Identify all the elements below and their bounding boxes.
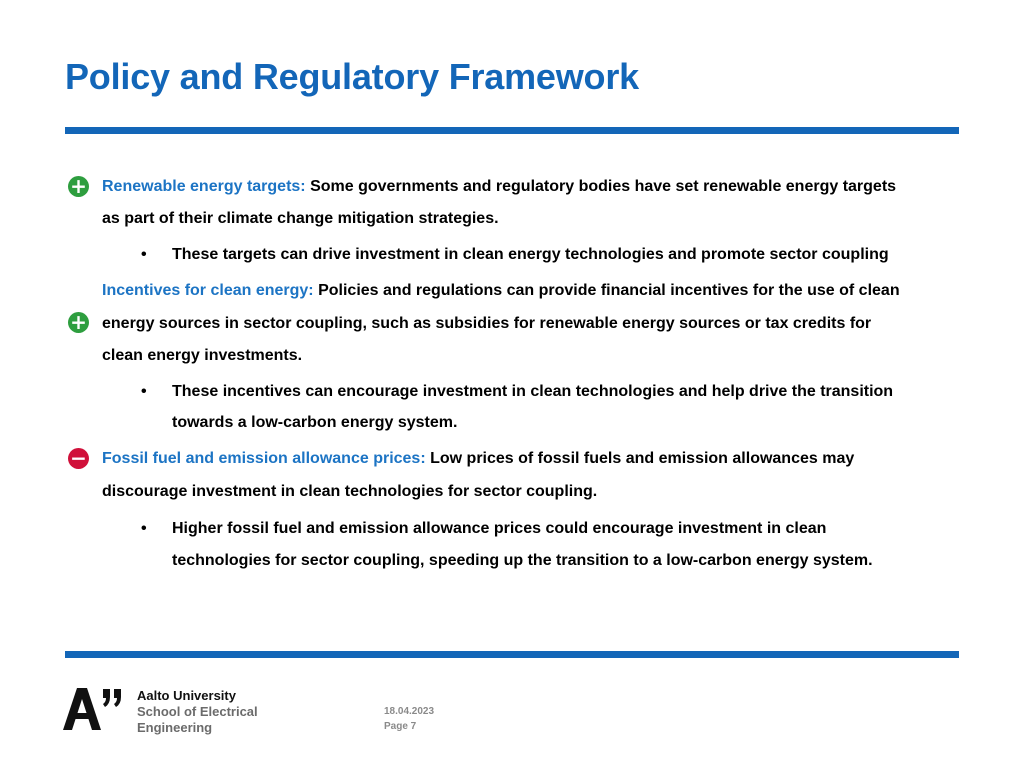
section-text: Some governments and regulatory bodies have set renewable energy targets: [310, 178, 897, 195]
bullet-text: Higher fossil fuel and emission allowance prices could encourage investment in clean: [172, 520, 827, 537]
section-text: discourage investment in clean technologies for sector coupling.: [102, 483, 598, 500]
page-number: Page 7: [384, 721, 417, 732]
footer-divider: [65, 651, 959, 658]
bullet-icon: •: [141, 520, 147, 537]
section-text: as part of their climate change mitigation strategies.: [102, 210, 499, 227]
page-title: Policy and Regulatory Framework: [65, 56, 639, 97]
footer-meta: [384, 704, 434, 734]
bullet-text: towards a low-carbon energy system.: [172, 414, 458, 431]
school-name-line-1: School of Electrical: [137, 704, 258, 719]
section-text: clean energy investments.: [102, 347, 303, 364]
section-lead: Renewable energy targets:: [102, 178, 306, 195]
section-text: energy sources in sector coupling, such as subsidies for renewable energy sources or tax credits for: [102, 315, 872, 332]
aalto-logo-icon: [63, 688, 125, 730]
slide-date: 18.04.2023: [384, 706, 435, 717]
section-text: Policies and regulations can provide financial incentives for the use of clean: [318, 282, 900, 299]
school-name-line-2: Engineering: [137, 720, 213, 735]
plus-icon: +: [68, 312, 89, 333]
section-lead: Incentives for clean energy:: [102, 282, 314, 299]
section-text: Low prices of fossil fuels and emission allowances may: [430, 450, 855, 467]
header-divider: [65, 127, 959, 134]
plus-icon: +: [68, 176, 89, 197]
section-incentives-line-1: [102, 281, 900, 301]
section-fossil-line-1: [102, 449, 854, 469]
university-block: [137, 688, 258, 736]
section-renewable-line-1: [102, 177, 896, 197]
university-name: Aalto University: [137, 688, 236, 703]
minus-icon: −: [68, 448, 89, 469]
bullet-text: technologies for sector coupling, speeding up the transition to a low-carbon energy system.: [172, 552, 873, 569]
bullet-icon: •: [141, 383, 147, 400]
bullet-text: These incentives can encourage investment in clean technologies and help drive the transition: [172, 383, 894, 400]
bullet-icon: •: [141, 246, 147, 263]
bullet-text: These targets can drive investment in clean energy technologies and promote sector coupling: [172, 246, 889, 263]
section-lead: Fossil fuel and emission allowance prices:: [102, 450, 426, 467]
